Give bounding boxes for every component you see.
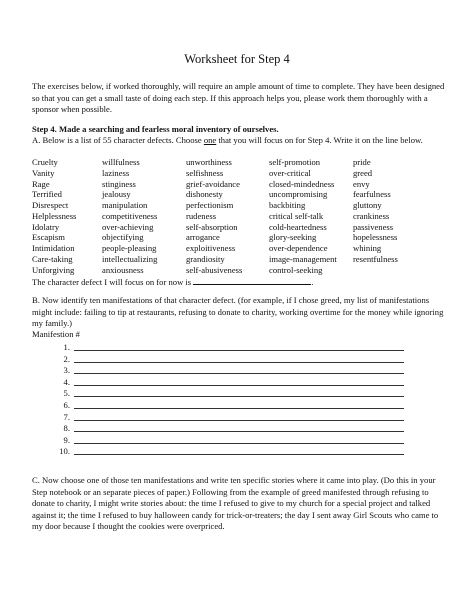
step-c-instructions: C. Now choose one of those ten manifestations and write ten specific stories where it came into play. (Do this in your Step notebook or an separate pieces of paper.) Following from the example of greed manifested through refusing to donate to charity, I might write stories about: the time I refused to give to my church for a special project and talked against it; the time I refused to buy halloween candy for trick-or-treaters; the day I sent away Girl Scouts who came to my door because I thought the cookies were overpriced. (32, 475, 439, 532)
defect-item: Intimidation (32, 243, 75, 253)
defect-item: uncompromising (269, 189, 328, 200)
defects-column-4 (269, 157, 337, 275)
defect-item: selfishness (186, 167, 224, 178)
defect-item: Escapism (32, 232, 65, 243)
manifestation-row (32, 398, 450, 410)
focus-answer-line[interactable] (193, 276, 314, 287)
defect-item: people-pleasing (102, 243, 157, 253)
defect-item: resentfulness (353, 253, 398, 264)
defect-item: crankiness (353, 210, 390, 221)
manifestation-number: 6. (63, 399, 70, 410)
defect-item: Disrespect (32, 200, 69, 210)
defect-item: gluttony (353, 200, 382, 210)
step-a-suffix: that you will focus on for Step 4. Write it on the line below. (216, 135, 423, 145)
defect-item: Helplessness (32, 210, 77, 221)
defect-item: envy (353, 178, 370, 189)
defect-item: hopelessness (353, 232, 398, 243)
step-heading: Step 4. Made a searching and fearless moral inventory of ourselves. (32, 124, 279, 134)
manifestation-row (32, 386, 450, 398)
defect-item: willfulness (102, 157, 140, 167)
step-a-emphasis: one (203, 135, 217, 145)
manifestation-row (32, 352, 450, 364)
defect-item: grandiosity (186, 253, 225, 264)
defect-item: self-abusiveness (186, 264, 243, 275)
defect-item: image-management (269, 253, 337, 264)
defects-column-5 (353, 157, 398, 265)
defect-item: jealousy (102, 189, 131, 200)
manifestation-number: 8. (63, 423, 70, 434)
defect-item: anxiousness (102, 264, 144, 275)
defect-item: competitiveness (102, 210, 158, 221)
manifestation-number: 7. (63, 411, 70, 422)
defects-list (32, 157, 450, 275)
page-title: Worksheet for Step 4 (184, 52, 290, 66)
defect-item: over-dependence (269, 243, 328, 253)
defect-item: over-critical (269, 167, 311, 178)
defect-item: exploitiveness (186, 243, 236, 253)
manifestation-row (32, 433, 450, 445)
defect-item: laziness (102, 167, 130, 178)
defect-item: pride (353, 157, 371, 167)
defect-item: Terrified (32, 189, 62, 200)
manifestation-row (32, 340, 450, 352)
focus-prompt (32, 276, 450, 289)
manifestation-row (32, 410, 450, 422)
defect-item: control-seeking (269, 264, 323, 275)
step-a-prefix: A. Below is a list of 55 character defects. Choose (32, 135, 204, 145)
manifestation-number: 5. (63, 388, 70, 399)
manifestation-row (32, 363, 450, 375)
manifestation-number: 4. (63, 376, 70, 387)
focus-end: . (311, 277, 314, 287)
manifestation-row (32, 421, 450, 433)
defect-item: intellectualizing (102, 253, 158, 264)
manifestation-answer-line[interactable] (74, 454, 404, 455)
defect-item: Vanity (32, 167, 55, 178)
manifestation-number: 3. (63, 365, 70, 376)
defect-item: unworthiness (186, 157, 232, 167)
defect-item: Rage (32, 178, 50, 189)
defect-item: passiveness (353, 221, 394, 232)
defect-item: self-absorption (186, 221, 238, 232)
defect-item: Unforgiving (32, 264, 75, 275)
defect-item: stinginess (102, 178, 136, 189)
defects-column-3 (186, 157, 242, 275)
defect-item: grief-avoidance (186, 178, 240, 189)
manifestation-row (32, 375, 450, 387)
defect-item: rudeness (186, 210, 217, 221)
defect-item: Cruelty (32, 157, 58, 167)
defects-column-2 (102, 157, 157, 275)
defect-item: glory-seeking (269, 232, 317, 243)
defect-item: critical self-talk (269, 210, 324, 221)
defect-item: cold-heartedness (269, 221, 327, 232)
focus-text: The character defect I will focus on for now is (32, 277, 192, 287)
manifestation-label: Manifestion # (32, 329, 80, 339)
manifestation-number: 2. (63, 353, 70, 364)
defect-item: Idolatry (32, 221, 60, 232)
defects-column-1 (32, 157, 76, 275)
defect-item: manipulation (102, 200, 148, 210)
defect-item: fearfulness (353, 189, 391, 200)
manifestation-number: 10. (59, 446, 70, 457)
defect-item: over-achieving (102, 221, 154, 232)
defect-item: arrogance (186, 232, 220, 243)
step-a-instructions (32, 135, 450, 147)
defect-item: whining (353, 243, 382, 253)
defect-item: dishonesty (186, 189, 223, 200)
defect-item: objectifying (102, 232, 144, 243)
step-b-instructions: B. Now identify ten manifestations of that character defect. (for example, if I chose greed, my list of manifestations might include: failing to tip at restaurants, refusing to donate to charity, working overtime for the money while ignoring my family.) (32, 295, 444, 329)
manifestation-number: 1. (63, 342, 70, 352)
intro-paragraph: The exercises below, if worked thoroughly, will require an ample amount of time to complete. They have been designed so that you can get a small taste of doing each step. If this approach helps you, please work them thoroughly with a sponsor when possible. (32, 81, 445, 115)
manifestation-number: 9. (63, 434, 70, 445)
manifestation-list (32, 340, 450, 456)
defect-item: perfectionism (186, 200, 234, 210)
defect-item: self-promotion (269, 157, 321, 167)
manifestation-row (32, 444, 450, 456)
defect-item: backbiting (269, 200, 306, 210)
defect-item: Care-taking (32, 253, 73, 264)
defect-item: closed-mindedness (269, 178, 335, 189)
defect-item: greed (353, 167, 373, 178)
